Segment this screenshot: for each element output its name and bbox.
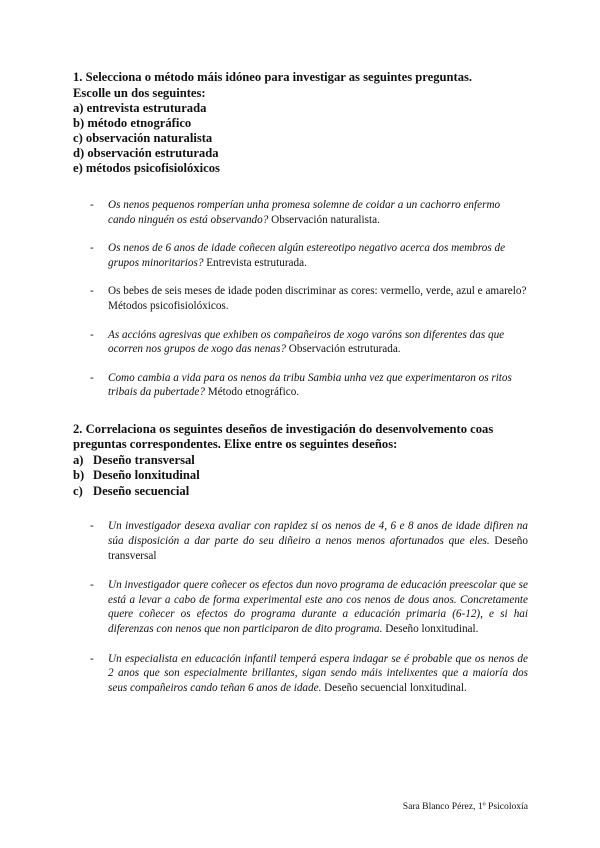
option-c: c) observación naturalista xyxy=(73,131,213,145)
list-item: - Un especialista en educación infantil temperá espera indagar se é probable que os nenos de 2 anos que son especialmente brillantes, sigan sendo máis intelixentes que a maioría dos seus compañeiros cando teñan 6 anos de idade. Deseño secuencial lonxitudinal. xyxy=(73,652,528,696)
option-a: a) entrevista estruturada xyxy=(73,101,207,115)
option-b: b) Deseño lonxitudinal xyxy=(73,468,200,483)
section2-options xyxy=(73,453,528,500)
option-c: c) Deseño secuencial xyxy=(73,483,190,498)
list-item: - As accións agresivas que exhiben os compañeiros de xogo varóns son diferentes das que ocorren nos grupos de xogo das nenas? Observación estruturada. xyxy=(73,328,528,357)
list-item: - Un investigador quere coñecer os efectos dun novo programa de educación preescolar que se está a levar a cabo de forma experimental este ano cos nenos de dous anos. Concretamente quere coñecer os efectos do programa durante a educación primaria (6-12), e si hai diferenzas con nenos que non participaron de dito programa. Deseño lonxitudinal. xyxy=(73,578,528,636)
list-item: - Un investigador desexa avaliar con rapidez si os nenos de 4, 6 e 8 anos de idade difiren na súa disposición a dar parte do seu diñeiro a nenos menos afortunados que eles. Deseño transversal xyxy=(73,519,528,563)
section2-questions xyxy=(73,519,528,695)
section2-heading: 2. Correlaciona os seguintes deseños de investigación do desenvolvemento coas preguntas correspondentes. Elixe entre os seguintes deseños: xyxy=(73,421,494,452)
document-page xyxy=(73,70,528,710)
list-item: - Os nenos de 6 anos de idade coñecen algún estereotipo negativo acerca dos membros de grupos minoritarios? Entrevista estruturada. xyxy=(73,241,528,270)
list-item: - Os nenos pequenos romperían unha promesa solemne de coidar a un cachorro enfermo cando ninguén os está observando? Observación naturalista. xyxy=(73,198,528,227)
option-d: d) observación estruturada xyxy=(73,146,219,160)
section1-heading: 1. Selecciona o método máis idóneo para investigar as seguintes preguntas. Escolle un dos seguintes: xyxy=(73,70,473,100)
section1-questions xyxy=(73,198,528,400)
option-e: e) métodos psicofisiolóxicos xyxy=(73,161,220,175)
option-a: a) Deseño transversal xyxy=(73,452,195,467)
option-b: b) método etnográfico xyxy=(73,116,192,130)
list-item: - Como cambia a vida para os nenos da tribu Sambia unha vez que experimentaron os ritos tribais da pubertade? Método etnográfico. xyxy=(73,371,528,400)
page-footer: Sara Blanco Pérez, 1º Psicoloxía xyxy=(402,801,528,812)
list-item: - Os bebes de seis meses de idade poden discriminar as cores: vermello, verde, azul e amarelo? Métodos psicofisiolóxicos. xyxy=(73,284,528,313)
section1-options xyxy=(73,101,528,176)
